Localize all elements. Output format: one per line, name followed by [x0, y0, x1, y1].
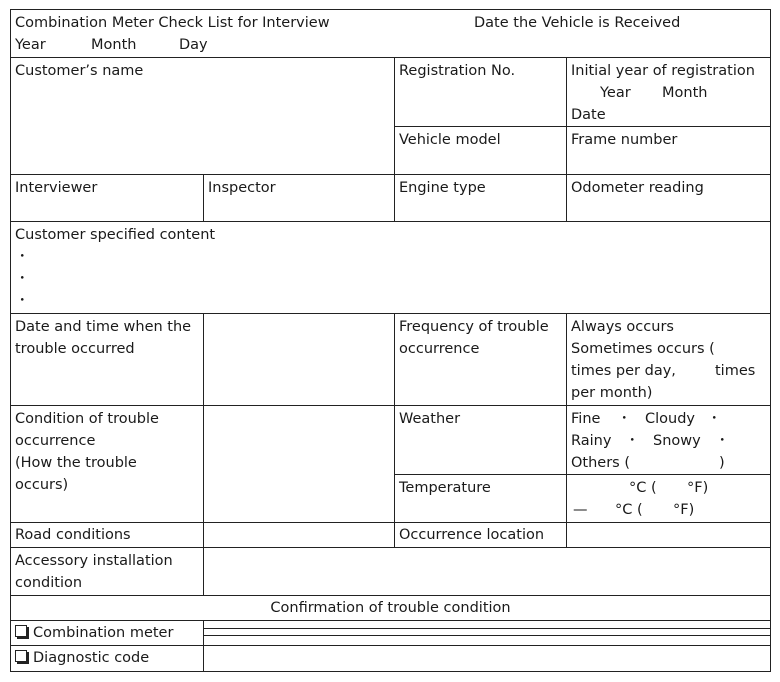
content-bullet: ・	[15, 293, 30, 309]
temperature-dash: —	[573, 502, 588, 518]
trouble-date-label: trouble occurred	[15, 341, 135, 357]
temperature-fahrenheit: °F)	[687, 480, 709, 496]
temperature-celsius: °C (	[629, 480, 657, 496]
weather-fine[interactable]: Fine	[571, 411, 601, 427]
header-month-label: Month	[91, 37, 137, 53]
frequency-times-per-day: times per day,	[571, 363, 676, 379]
frequency-label-cell	[394, 313, 567, 406]
diagnostic-code-option[interactable]	[15, 647, 149, 669]
temperature-field[interactable]	[566, 474, 771, 523]
temperature-label: Temperature	[399, 480, 491, 496]
occurrence-location-label: Occurrence location	[399, 527, 545, 543]
interviewer-label: Interviewer	[15, 180, 98, 196]
weather-cloudy[interactable]: Cloudy	[645, 411, 695, 427]
weather-others[interactable]: Others (	[571, 455, 630, 471]
condition-label: occurrence	[15, 433, 96, 449]
condition-label: (How the trouble	[15, 455, 137, 471]
form-header	[10, 9, 771, 58]
accessory-label-cell	[10, 547, 204, 596]
accessory-label: Accessory installation	[15, 553, 173, 569]
customer-content-label: Customer specified content	[15, 227, 216, 243]
diagnostic-code-label: Diagnostic code	[33, 650, 150, 666]
customer-content-cell[interactable]	[10, 221, 771, 314]
vehicle-model-cell[interactable]	[394, 126, 567, 175]
date-received-label: Date the Vehicle is Received	[474, 15, 681, 31]
condition-label: Condition of trouble	[15, 411, 159, 427]
road-conditions-field[interactable]	[203, 522, 395, 548]
header-year-label: Year	[15, 37, 46, 53]
initial-registration-date: Date	[571, 107, 606, 123]
weather-separator: ・	[707, 411, 722, 427]
frequency-per-month: per month)	[571, 385, 653, 401]
condition-label-cell	[10, 405, 204, 523]
initial-registration-year: Year	[600, 85, 631, 101]
trouble-date-label: Date and time when the	[15, 319, 192, 335]
vehicle-model-label: Vehicle model	[399, 132, 501, 148]
trouble-date-field[interactable]	[203, 313, 395, 406]
weather-others-close: )	[719, 455, 725, 471]
form-title: Combination Meter Check List for Interview	[15, 15, 330, 31]
weather-separator: ・	[625, 433, 640, 449]
inspector-label: Inspector	[208, 180, 276, 196]
accessory-field[interactable]	[203, 547, 771, 596]
weather-rainy[interactable]: Rainy	[571, 433, 612, 449]
odometer-reading-cell[interactable]	[566, 174, 771, 222]
odometer-reading-label: Odometer reading	[571, 180, 704, 196]
frame-number-cell[interactable]	[566, 126, 771, 175]
combination-meter-label: Combination meter	[33, 625, 174, 641]
frequency-always[interactable]: Always occurs	[571, 319, 674, 335]
field-line	[204, 628, 770, 629]
engine-type-label: Engine type	[399, 180, 486, 196]
content-bullet: ・	[15, 271, 30, 287]
header-day-label: Day	[179, 37, 208, 53]
content-bullet: ・	[15, 249, 30, 265]
customer-name-cell[interactable]	[10, 57, 395, 175]
diagnostic-code-label-cell	[10, 645, 204, 672]
inspector-cell[interactable]	[203, 174, 395, 222]
frequency-sometimes[interactable]: Sometimes occurs (	[571, 341, 715, 357]
interviewer-cell[interactable]	[10, 174, 204, 222]
combination-meter-option[interactable]	[15, 622, 173, 644]
frequency-options-cell[interactable]	[566, 313, 771, 406]
occurrence-location-field[interactable]	[566, 522, 771, 548]
registration-no-label: Registration No.	[399, 63, 516, 79]
registration-no-cell[interactable]	[394, 57, 567, 127]
temperature-label-cell	[394, 474, 567, 523]
initial-registration-label: Initial year of registration	[571, 63, 755, 79]
checkbox-icon[interactable]	[15, 650, 27, 662]
weather-separator: ・	[715, 433, 730, 449]
field-line	[204, 635, 770, 636]
combination-meter-label-cell	[10, 620, 204, 646]
weather-options-cell[interactable]	[566, 405, 771, 475]
occurrence-location-label-cell	[394, 522, 567, 548]
initial-registration-cell[interactable]	[566, 57, 771, 127]
frequency-label: Frequency of trouble	[399, 319, 549, 335]
initial-registration-month: Month	[662, 85, 708, 101]
confirmation-header	[10, 595, 771, 621]
temperature-celsius: °C (	[615, 502, 643, 518]
accessory-label: condition	[15, 575, 83, 591]
road-conditions-label: Road conditions	[15, 527, 131, 543]
road-conditions-label-cell	[10, 522, 204, 548]
checkbox-icon[interactable]	[15, 625, 27, 637]
trouble-date-label-cell	[10, 313, 204, 406]
frequency-label: occurrence	[399, 341, 480, 357]
confirmation-title: Confirmation of trouble condition	[270, 600, 511, 616]
weather-label-cell	[394, 405, 567, 475]
engine-type-cell[interactable]	[394, 174, 567, 222]
combination-meter-field[interactable]	[203, 620, 771, 646]
frame-number-label: Frame number	[571, 132, 678, 148]
frequency-times: times	[715, 363, 756, 379]
diagnostic-code-field[interactable]	[203, 645, 771, 672]
condition-field[interactable]	[203, 405, 395, 523]
weather-separator: ・	[617, 411, 632, 427]
customer-name-label: Customer’s name	[15, 63, 144, 79]
temperature-fahrenheit: °F)	[673, 502, 695, 518]
weather-snowy[interactable]: Snowy	[653, 433, 701, 449]
condition-label: occurs)	[15, 477, 69, 493]
weather-label: Weather	[399, 411, 461, 427]
